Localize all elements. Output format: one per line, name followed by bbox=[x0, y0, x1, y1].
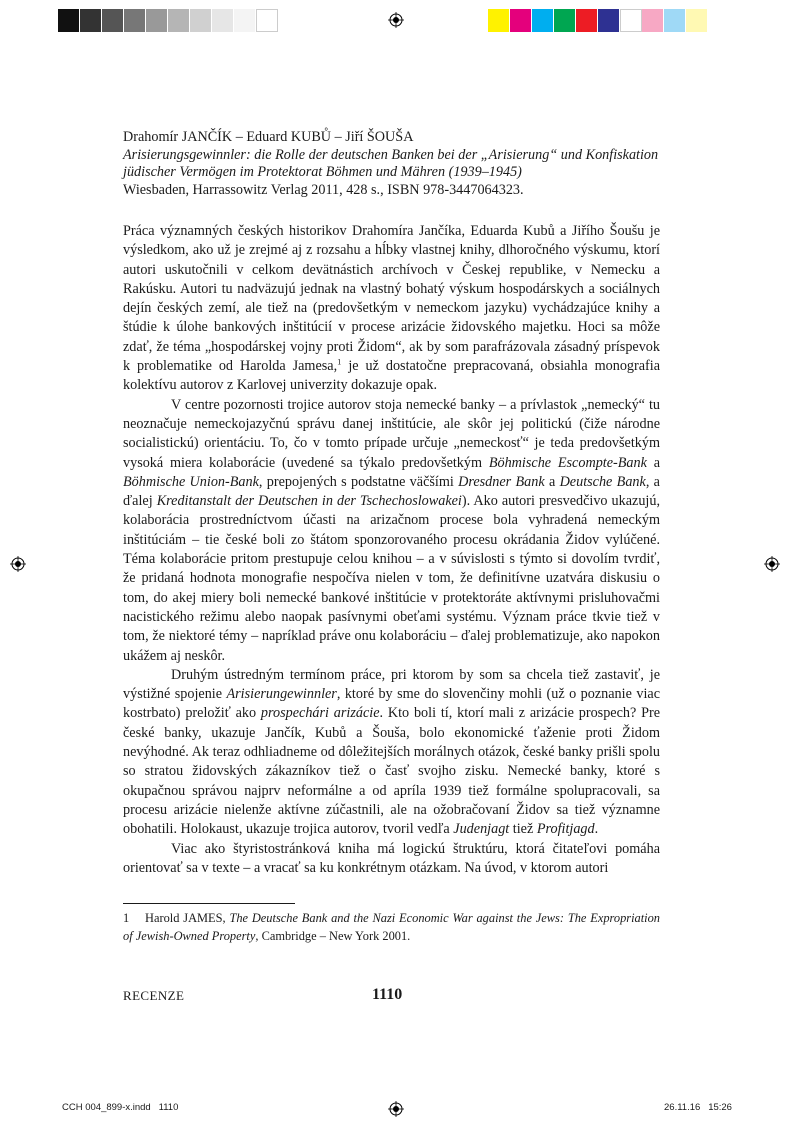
paragraph-2 bbox=[123, 396, 660, 666]
text-run: , a ďalej bbox=[123, 473, 660, 510]
text-run: tiež bbox=[509, 821, 537, 838]
footnote-1 bbox=[123, 910, 660, 945]
gray-swatch bbox=[212, 9, 234, 32]
text-run: je už dostatočne prepracovaná, obsiahla monografia kolektívu autorov z Karlovej univerzity dokazuje opak. bbox=[123, 358, 660, 394]
text-run: Druhým ústredným termínom práce, pri ktorom by som sa chcela tiež zastaviť, je výstižné spojenie bbox=[123, 666, 660, 703]
gray-swatch bbox=[124, 9, 146, 32]
gray-swatch bbox=[80, 9, 102, 32]
color-swatch bbox=[488, 9, 510, 32]
book-title: Arisierungsgewinnler: die Rolle der deutschen Banken bei der „Arisierung“ und Konfiskation jüdischer Vermögen im Protektorat Böhmen und Mähren (1939–1945) bbox=[123, 146, 659, 181]
color-calibration-bar bbox=[488, 9, 708, 32]
color-swatch bbox=[664, 9, 686, 32]
gray-swatch bbox=[146, 9, 168, 32]
color-swatch bbox=[642, 9, 664, 32]
italic-term: Böhmische Escompte-Bank bbox=[488, 454, 647, 471]
gray-swatch bbox=[234, 9, 256, 32]
text-run: . Kto boli tí, ktorí mali z arizácie prospech? Pre české banky, ukazuje Jančík, Kubů a Šouša, bolo ekonomické ťaženie proti Židom nevýhodné. Ak teraz odhliadneme od dôležitejších morálnych otázok, české banky prišli spolu so stratou židovských zákazníkov tiež o časť svojho zisku. Nemecké banky, ktoré s okupačnou správou najprv neformálne a od apríla 1939 tiež formálne spolupracovali, sa procesu arizácie nielenže aktívne zúčastnili, ale na ožobračovaní Židov sa tiež významne obohatili. Holokaust, ukazuje trojica autorov, tvoril vedľa bbox=[123, 705, 661, 838]
registration-mark-left-icon bbox=[10, 556, 26, 572]
italic-term: Deutsche Bank bbox=[559, 473, 646, 490]
italic-term: Dresdner Bank bbox=[458, 473, 545, 490]
text-run: Harold JAMES, bbox=[145, 911, 230, 925]
paragraph-3 bbox=[123, 666, 660, 840]
gray-swatch bbox=[256, 9, 278, 32]
italic-term: prospechári arizácie bbox=[260, 705, 380, 722]
italic-term: Arisierungewinnler bbox=[226, 686, 337, 703]
italic-term: The Deutsche Bank and the Nazi Economic War against the Jews: The Expropriation of Jewish-Owned Property bbox=[123, 911, 661, 943]
text-run: , prepojených s podstatne väčšími bbox=[258, 473, 459, 490]
book-authors: Drahomír JANČÍK – Eduard KUBŮ – Jiří ŠOUŠA bbox=[123, 129, 414, 145]
publication-details: Wiesbaden, Harrassowitz Verlag 2011, 428 s., ISBN 978-3447064323. bbox=[123, 181, 524, 198]
print-slug-file: CCH 004_899-x.indd 1110 bbox=[62, 1102, 179, 1113]
text-run: a bbox=[544, 473, 560, 490]
registration-mark-top-icon bbox=[388, 12, 404, 28]
print-slug-date: 26.11.16 15:26 bbox=[664, 1102, 732, 1113]
registration-mark-bottom-icon bbox=[388, 1101, 404, 1117]
section-label: RECENZE bbox=[123, 988, 185, 1003]
review-body bbox=[123, 222, 660, 878]
text-run: , ktoré by sme do slovenčiny mohli (už o poznanie viac kostrbato) preložiť ako bbox=[123, 686, 660, 722]
gray-swatch bbox=[58, 9, 80, 32]
text-run: a bbox=[646, 454, 660, 471]
gray-swatch bbox=[102, 9, 124, 32]
paragraph-4: Viac ako štyristostránková kniha má logickú štruktúru, ktorá čitateľovi pomáha orientovať sa v texte – a vracať sa ku konkrétnym otázkam. Na úvod, v ktorom autori bbox=[123, 840, 660, 876]
text-run: Práca významných českých historikov Drahomíra Jančíka, Eduarda Kubů a Jiřího Šoušu je výsledkom, ako už je zrejmé aj z rozsahu a hĺbky vlastnej knihy, dlhoročného výskumu, ktorí autori uskutočnili v celkom devätnástich archívoch v Českej republike, v Nemecku a Rakúsku. Autori tu nadväzujú jednak na vlastný bohatý výskum hospodárskych a sociálnych dejín českých zemí, ale tiež na (predovšetkým v nemeckom jazyku) vychádzajúce knihy a štúdie k úlohe bankových inštitúcií v procese arizácie židovského majetku. Hoci sa môže zdať, že téma „hospodárskej vojny proti Židom“, ak by som parafrázovala zásadný príspevok k problematike od Harolda Jamesa, bbox=[123, 223, 660, 375]
italic-term: Judenjagt bbox=[453, 821, 510, 838]
page-number: 1110 bbox=[372, 986, 403, 1003]
color-swatch bbox=[686, 9, 708, 32]
color-swatch bbox=[554, 9, 576, 32]
gray-swatch bbox=[168, 9, 190, 32]
grayscale-color-bar bbox=[58, 9, 278, 32]
italic-term: Böhmische Union-Bank bbox=[123, 473, 259, 490]
italic-term: Kreditanstalt der Deutschen in der Tschechoslowakei bbox=[156, 493, 462, 510]
text-run: V centre pozornosti trojice autorov stoja nemecké banky – a prívlastok „nemecký“ tu neoznačuje nemeckojazyčnú správu danej inštitúcie, ale skôr jej politickú (čiže národne socialistickú) orientáciu. To, čo v tomto prípade určuje „nemeckosť“ je teda predovšetkým vysoká miera kolaborácie (uvedené sa týkalo predovšetkým bbox=[123, 396, 660, 471]
text-run: ). Ako autori presvedčivo ukazujú, kolaborácia prostredníctvom účasti na arizačnom procese bola vyhradená nemeckým inštitúciám – tie české boli zo štátom sponzorovaného procesu okrádania Židov vylúčené. Téma kolaborácie pritom prestupuje celou knihou – a v súvislosti s týmto si dovolím tvrdiť, že pridaná hodnota monografie nespočíva nielen v tom, že definitívne uzatvára diskusiu o tom, do akej miery boli nemecké bankové inštitúcie v protektoráte aktívnymi prisluhovačmi nacistického režimu alebo naopak pasívnymi obeťami systému. Význam práce tkvie tiež v tom, že niektoré témy – napríklad práve onu kolaboráciu – ďalej problematizuje, ako napokon ukážem aj neskôr. bbox=[123, 493, 660, 664]
gray-swatch bbox=[190, 9, 212, 32]
color-swatch bbox=[532, 9, 554, 32]
color-swatch bbox=[598, 9, 620, 32]
footnote-ref: 1 bbox=[337, 356, 342, 367]
color-swatch bbox=[620, 9, 642, 32]
color-swatch bbox=[510, 9, 532, 32]
text-run: , Cambridge – New York 2001. bbox=[255, 928, 411, 943]
footnote-divider bbox=[123, 903, 295, 904]
italic-term: Profitjagd bbox=[536, 821, 595, 838]
review-header bbox=[123, 129, 663, 199]
paragraph-1 bbox=[123, 222, 660, 396]
footnote-number: 1 bbox=[123, 911, 130, 925]
registration-mark-right-icon bbox=[764, 556, 780, 572]
color-swatch bbox=[576, 9, 598, 32]
text-run: . bbox=[594, 821, 599, 838]
